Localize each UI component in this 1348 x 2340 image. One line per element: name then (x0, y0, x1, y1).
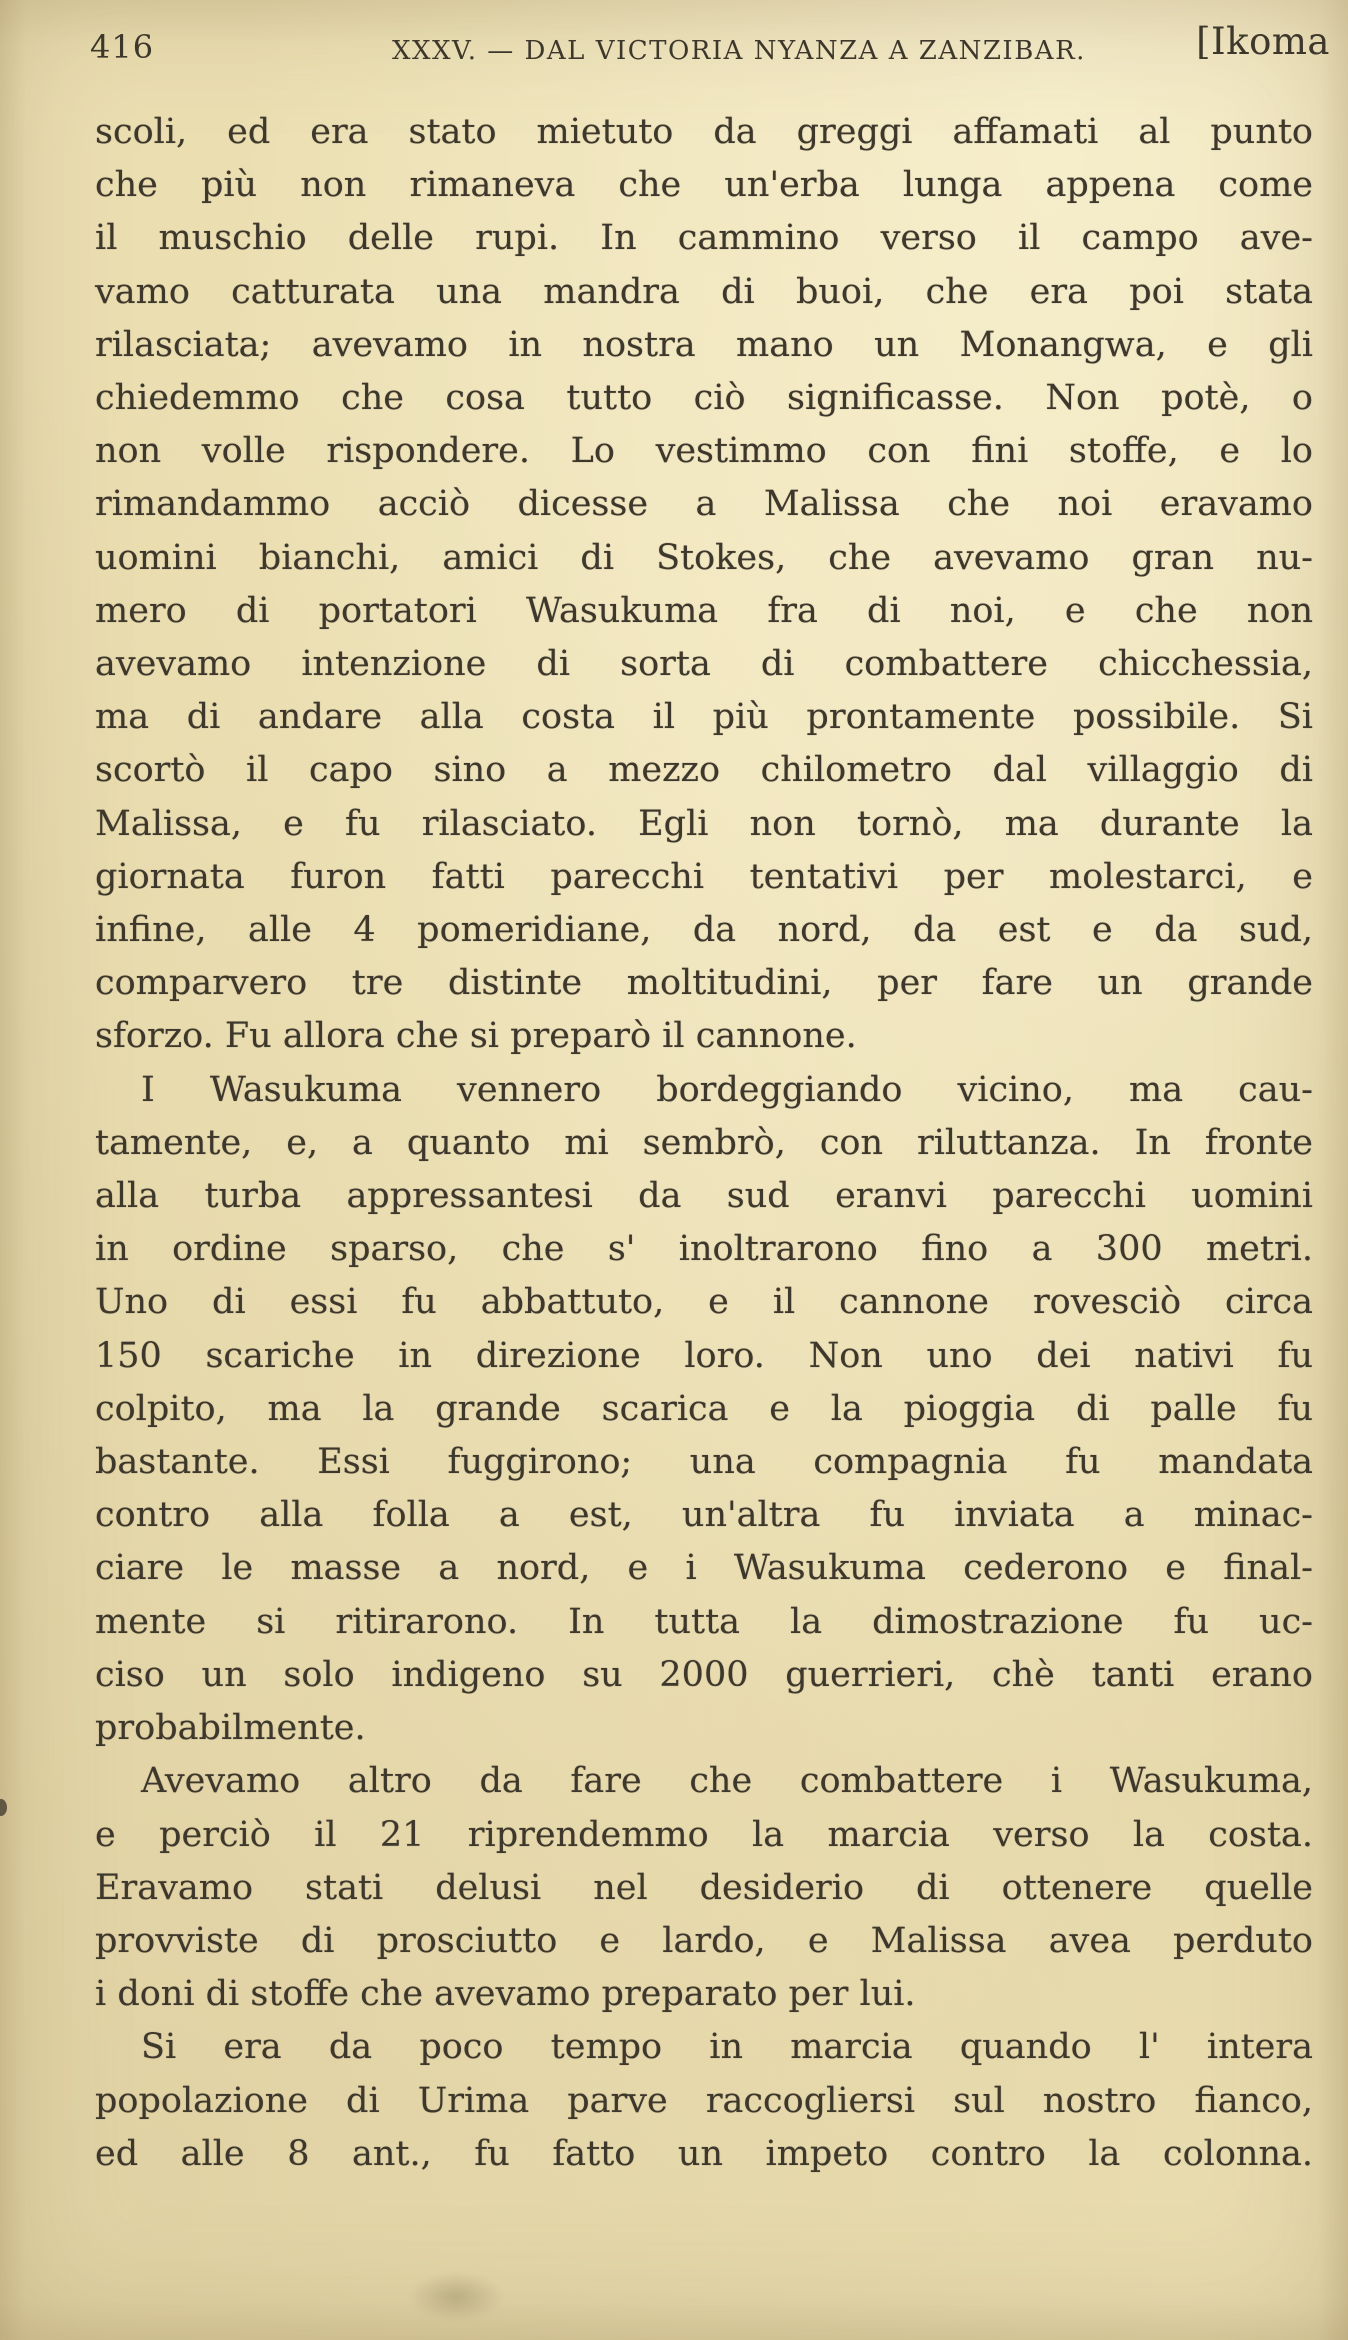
text-line: ciare le masse a nord, e i Wasukuma cederono e final- (95, 1548, 1313, 1589)
text-line: chiedemmo che cosa tutto ciò significasse. Non potè, o (95, 378, 1313, 419)
page-number: 416 (90, 28, 155, 66)
text-line: mente si ritirarono. In tutta la dimostrazione fu uc- (95, 1601, 1313, 1642)
text-line: mero di portatori Wasukuma fra di noi, e che non (95, 590, 1313, 631)
text-line: popolazione di Urima parve raccogliersi sul nostro fianco, (95, 2080, 1313, 2121)
text-line: sforzo. Fu allora che si preparò il cannone. (95, 1016, 857, 1057)
catchword-ikoma: [Ikoma (1196, 20, 1330, 63)
text-line: rimandammo acciò dicesse a Malissa che noi eravamo (95, 484, 1313, 525)
text-line: provviste di prosciutto e lardo, e Malissa avea perduto (95, 1920, 1313, 1961)
text-line: vamo catturata una mandra di buoi, che era poi stata (95, 271, 1313, 312)
text-line: scoli, ed era stato mietuto da greggi affamati al punto (95, 112, 1313, 152)
text-line: che più non rimaneva che un'erba lunga appena come (95, 165, 1313, 206)
text-line: Malissa, e fu rilasciato. Egli non tornò, ma durante la (95, 803, 1313, 844)
text-line: alla turba appressantesi da sud eranvi parecchi uomini (95, 1176, 1313, 1217)
body-text (95, 106, 1313, 2181)
text-line: 150 scariche in direzione loro. Non uno dei nativi fu (95, 1335, 1313, 1376)
scan-smudge (408, 2272, 504, 2322)
text-line: ma di andare alla costa il più prontamente possibile. Si (95, 697, 1313, 738)
text-line: uomini bianchi, amici di Stokes, che avevamo gran nu- (95, 537, 1313, 578)
text-line: giornata furon fatti parecchi tentativi per molestarci, e (95, 856, 1313, 897)
text-line: rilasciata; avevamo in nostra mano un Monangwa, e gli (95, 324, 1313, 365)
text-line: il muschio delle rupi. In cammino verso il campo ave- (95, 218, 1313, 259)
text-line: comparvero tre distinte moltitudini, per fare un grande (95, 963, 1313, 1004)
text-line: probabilmente. (95, 1708, 366, 1749)
text-line: non volle rispondere. Lo vestimmo con fini stoffe, e lo (95, 431, 1313, 472)
scan-edge-mark (0, 1799, 7, 1816)
text-line: scortò il capo sino a mezzo chilometro dal villaggio di (95, 750, 1313, 791)
text-line: tamente, e, a quanto mi sembrò, con riluttanza. In fronte (95, 1122, 1313, 1163)
text-line: Uno di essi fu abbattuto, e il cannone rovesciò circa (95, 1282, 1313, 1323)
text-line: Avevamo altro da fare che combattere i Wasukuma, (141, 1761, 1313, 1802)
text-line: contro alla folla a est, un'altra fu inviata a minac- (95, 1495, 1313, 1536)
text-line: colpito, ma la grande scarica e la pioggia di palle fu (95, 1388, 1313, 1429)
text-line: ed alle 8 ant., fu fatto un impeto contro la colonna. (95, 2133, 1313, 2174)
text-line: in ordine sparso, che s' inoltrarono fino a 300 metri. (95, 1229, 1313, 1270)
running-title: XXXV. — DAL VICTORIA NYANZA A ZANZIBAR. (392, 36, 1086, 66)
text-line: avevamo intenzione di sorta di combattere chicchessia, (95, 644, 1313, 685)
text-line: ciso un solo indigeno su 2000 guerrieri, chè tanti erano (95, 1654, 1313, 1695)
text-line: Eravamo stati delusi nel desiderio di ottenere quelle (95, 1867, 1313, 1908)
text-line: e perciò il 21 riprendemmo la marcia verso la costa. (95, 1814, 1313, 1855)
text-line: Si era da poco tempo in marcia quando l' intera (141, 2027, 1313, 2068)
text-line: I Wasukuma vennero bordeggiando vicino, ma cau- (141, 1069, 1313, 1110)
text-line: bastante. Essi fuggirono; una compagnia fu mandata (95, 1442, 1313, 1483)
text-line: i doni di stoffe che avevamo preparato per lui. (95, 1974, 916, 2015)
text-line: infine, alle 4 pomeridiane, da nord, da est e da sud, (95, 910, 1313, 951)
